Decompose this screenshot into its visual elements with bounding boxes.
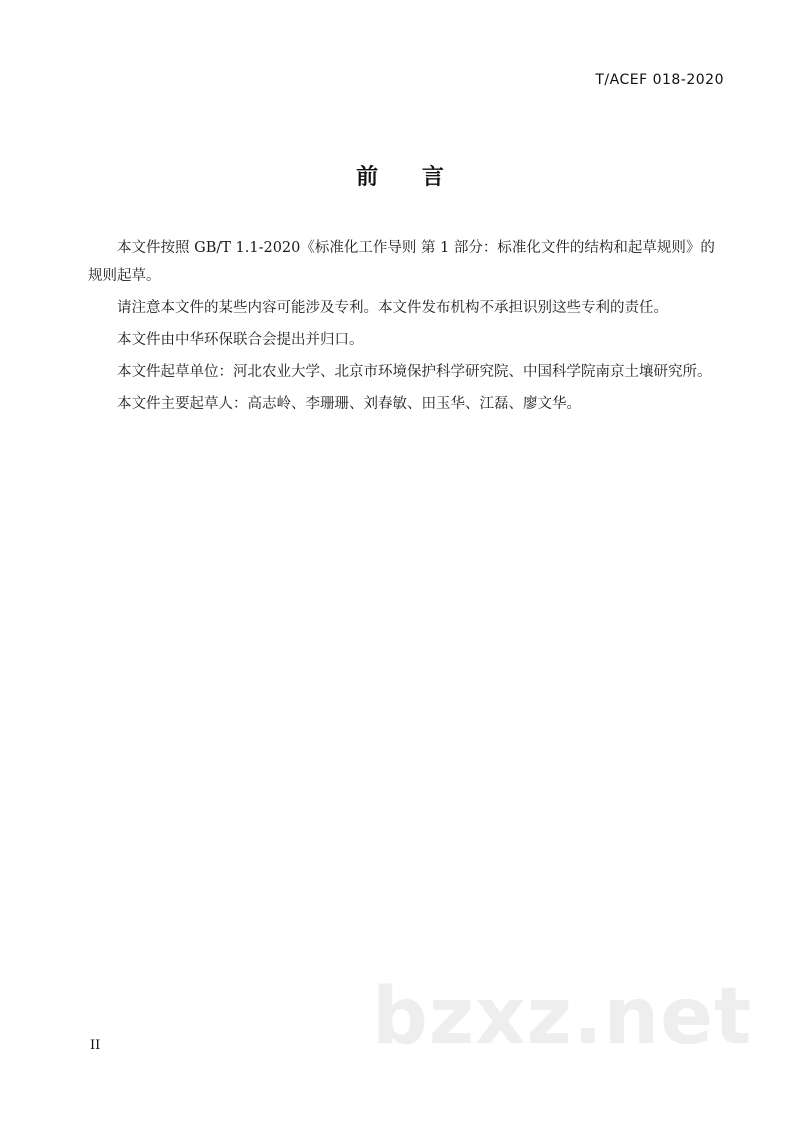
- paragraph-drafting-units: 本文件起草单位：河北农业大学、北京市环境保护科学研究院、中国科学院南京土壤研究所。: [117, 364, 712, 380]
- watermark: bzxz.net: [372, 972, 753, 1062]
- foreword-body: [88, 234, 716, 422]
- section-title: 前 言: [356, 165, 462, 190]
- paragraph-patent-notice: 请注意本文件的某些内容可能涉及专利。本文件发布机构不承担识别这些专利的责任。: [117, 300, 668, 316]
- paragraph-proposer: 本文件由中华环保联合会提出并归口。: [117, 332, 364, 348]
- standard-number: T/ACEF 018-2020: [595, 72, 724, 88]
- page-number: II: [90, 1038, 101, 1053]
- paragraph-drafters: 本文件主要起草人：高志岭、李珊珊、刘春敏、田玉华、江磊、廖文华。: [117, 396, 581, 412]
- paragraph-structure-rules: 本文件按照 GB/T 1.1-2020《标准化工作导则 第 1 部分：标准化文件的结构和起草规则》的规则起草。: [88, 240, 715, 284]
